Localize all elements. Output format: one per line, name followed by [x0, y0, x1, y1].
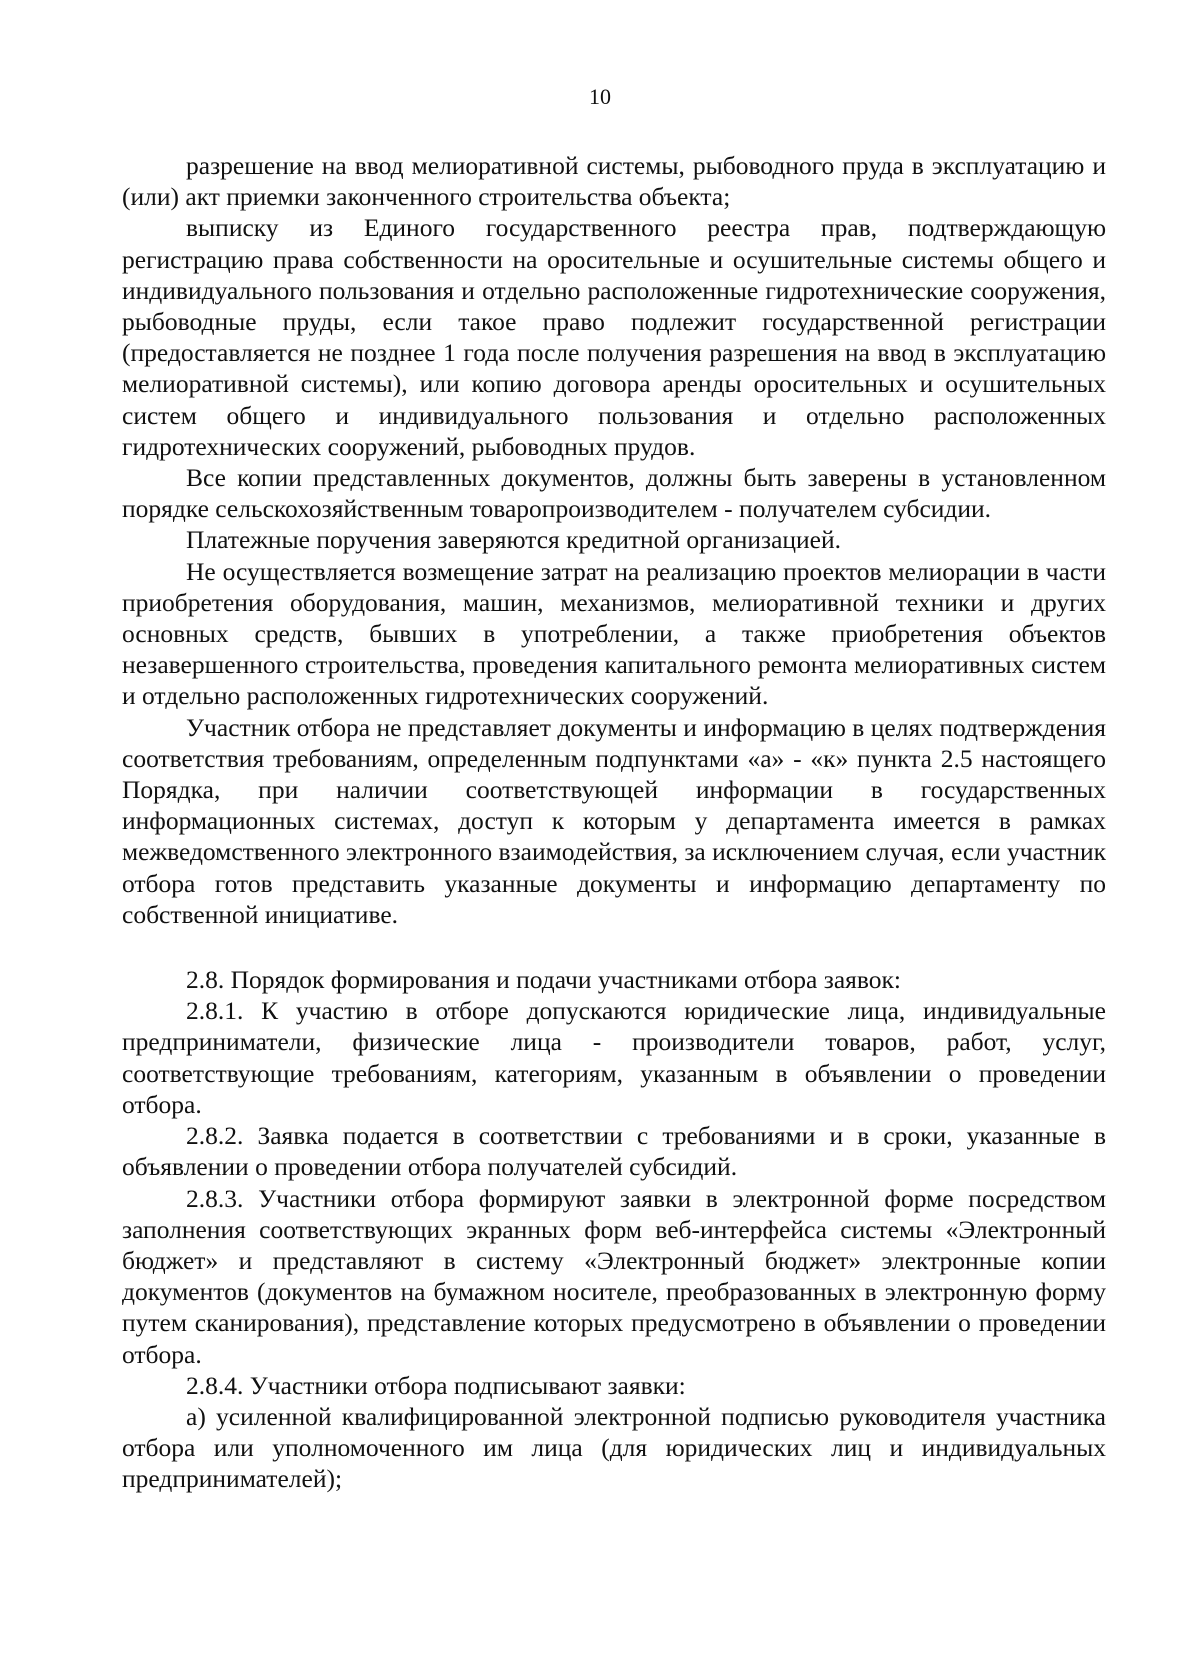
paragraph-no-reimbursement: Не осуществляется возмещение затрат на реализацию проектов мелиорации в части приобретения оборудования, машин, механизмов, мелиоративной техники и других основных средств, бывших в употреблении, а также приобретения объектов незавершенного строительства, проведения капитального ремонта мелиоративных систем и отдельно расположенных гидротехнических сооружений. [122, 556, 1106, 711]
paragraph-payment-orders: Платежные поручения заверяются кредитной организацией. [186, 525, 842, 555]
paragraph-registry-extract: выписку из Единого государственного реестра прав, подтверждающую регистрацию права собственности на оросительные и осушительные системы общего и индивидуального пользования и отдельно расположенные гидротехнические сооружения, рыбоводные пруды, если такое право подлежит государственной регистрации (предоставляется не позднее 1 года после получения разрешения на ввод в эксплуатацию мелиоративной системы), или копию договора аренды оросительных и осушительных систем общего и индивидуального пользования и отдельно расположенных гидротехнических сооружений, рыбоводных прудов. [122, 213, 1106, 461]
paragraph-copies-certified: Все копии представленных документов, должны быть заверены в установленном порядке сельскохозяйственным товаропроизводителем - получателем субсидии. [122, 463, 1106, 524]
clause-2-8-2: 2.8.2. Заявка подается в соответствии с требованиями и в сроки, указанные в объявлении о проведении отбора получателей субсидий. [122, 1121, 1106, 1182]
document-body [122, 150, 1106, 1495]
page-number: 10 [589, 84, 611, 109]
clause-2-8-4-a: а) усиленной квалифицированной электронной подписью руководителя участника отбора или уполномоченного им лица (для юридических лиц и индивидуальных предпринимателей); [122, 1401, 1106, 1494]
paragraph-permit: разрешение на ввод мелиоративной системы, рыбоводного пруда в эксплуатацию и (или) акт приемки законченного строительства объекта; [122, 151, 1106, 212]
clause-2-8-4: 2.8.4. Участники отбора подписывают заявки: [186, 1370, 686, 1400]
section-heading-2-8: 2.8. Порядок формирования и подачи участниками отбора заявок: [186, 965, 901, 995]
clause-2-8-1: 2.8.1. К участию в отборе допускаются юридические лица, индивидуальные предприниматели, физические лица - производители товаров, работ, услуг, соответствующие требованиям, категориям, указанным в объявлении о проведении отбора. [122, 996, 1106, 1119]
paragraph-participant-documents: Участник отбора не представляет документы и информацию в целях подтверждения соответствия требованиям, определенным подпунктами «а» - «к» пункта 2.5 настоящего Порядка, при наличии соответствующей информации в государственных информационных системах, доступ к которым у департамента имеется в рамках межведомственного электронного взаимодействия, за исключением случая, если участник отбора готов представить указанные документы и информацию департаменту по собственной инициативе. [122, 712, 1106, 929]
clause-2-8-3: 2.8.3. Участники отбора формируют заявки в электронной форме посредством заполнения соответствующих экранных форм веб-интерфейса системы «Электронный бюджет» и представляют в систему «Электронный бюджет» электронные копии документов (документов на бумажном носителе, преобразованных в электронную форму путем сканирования), представление которых предусмотрено в объявлении о проведении отбора. [122, 1183, 1106, 1369]
section-gap [122, 930, 1106, 964]
